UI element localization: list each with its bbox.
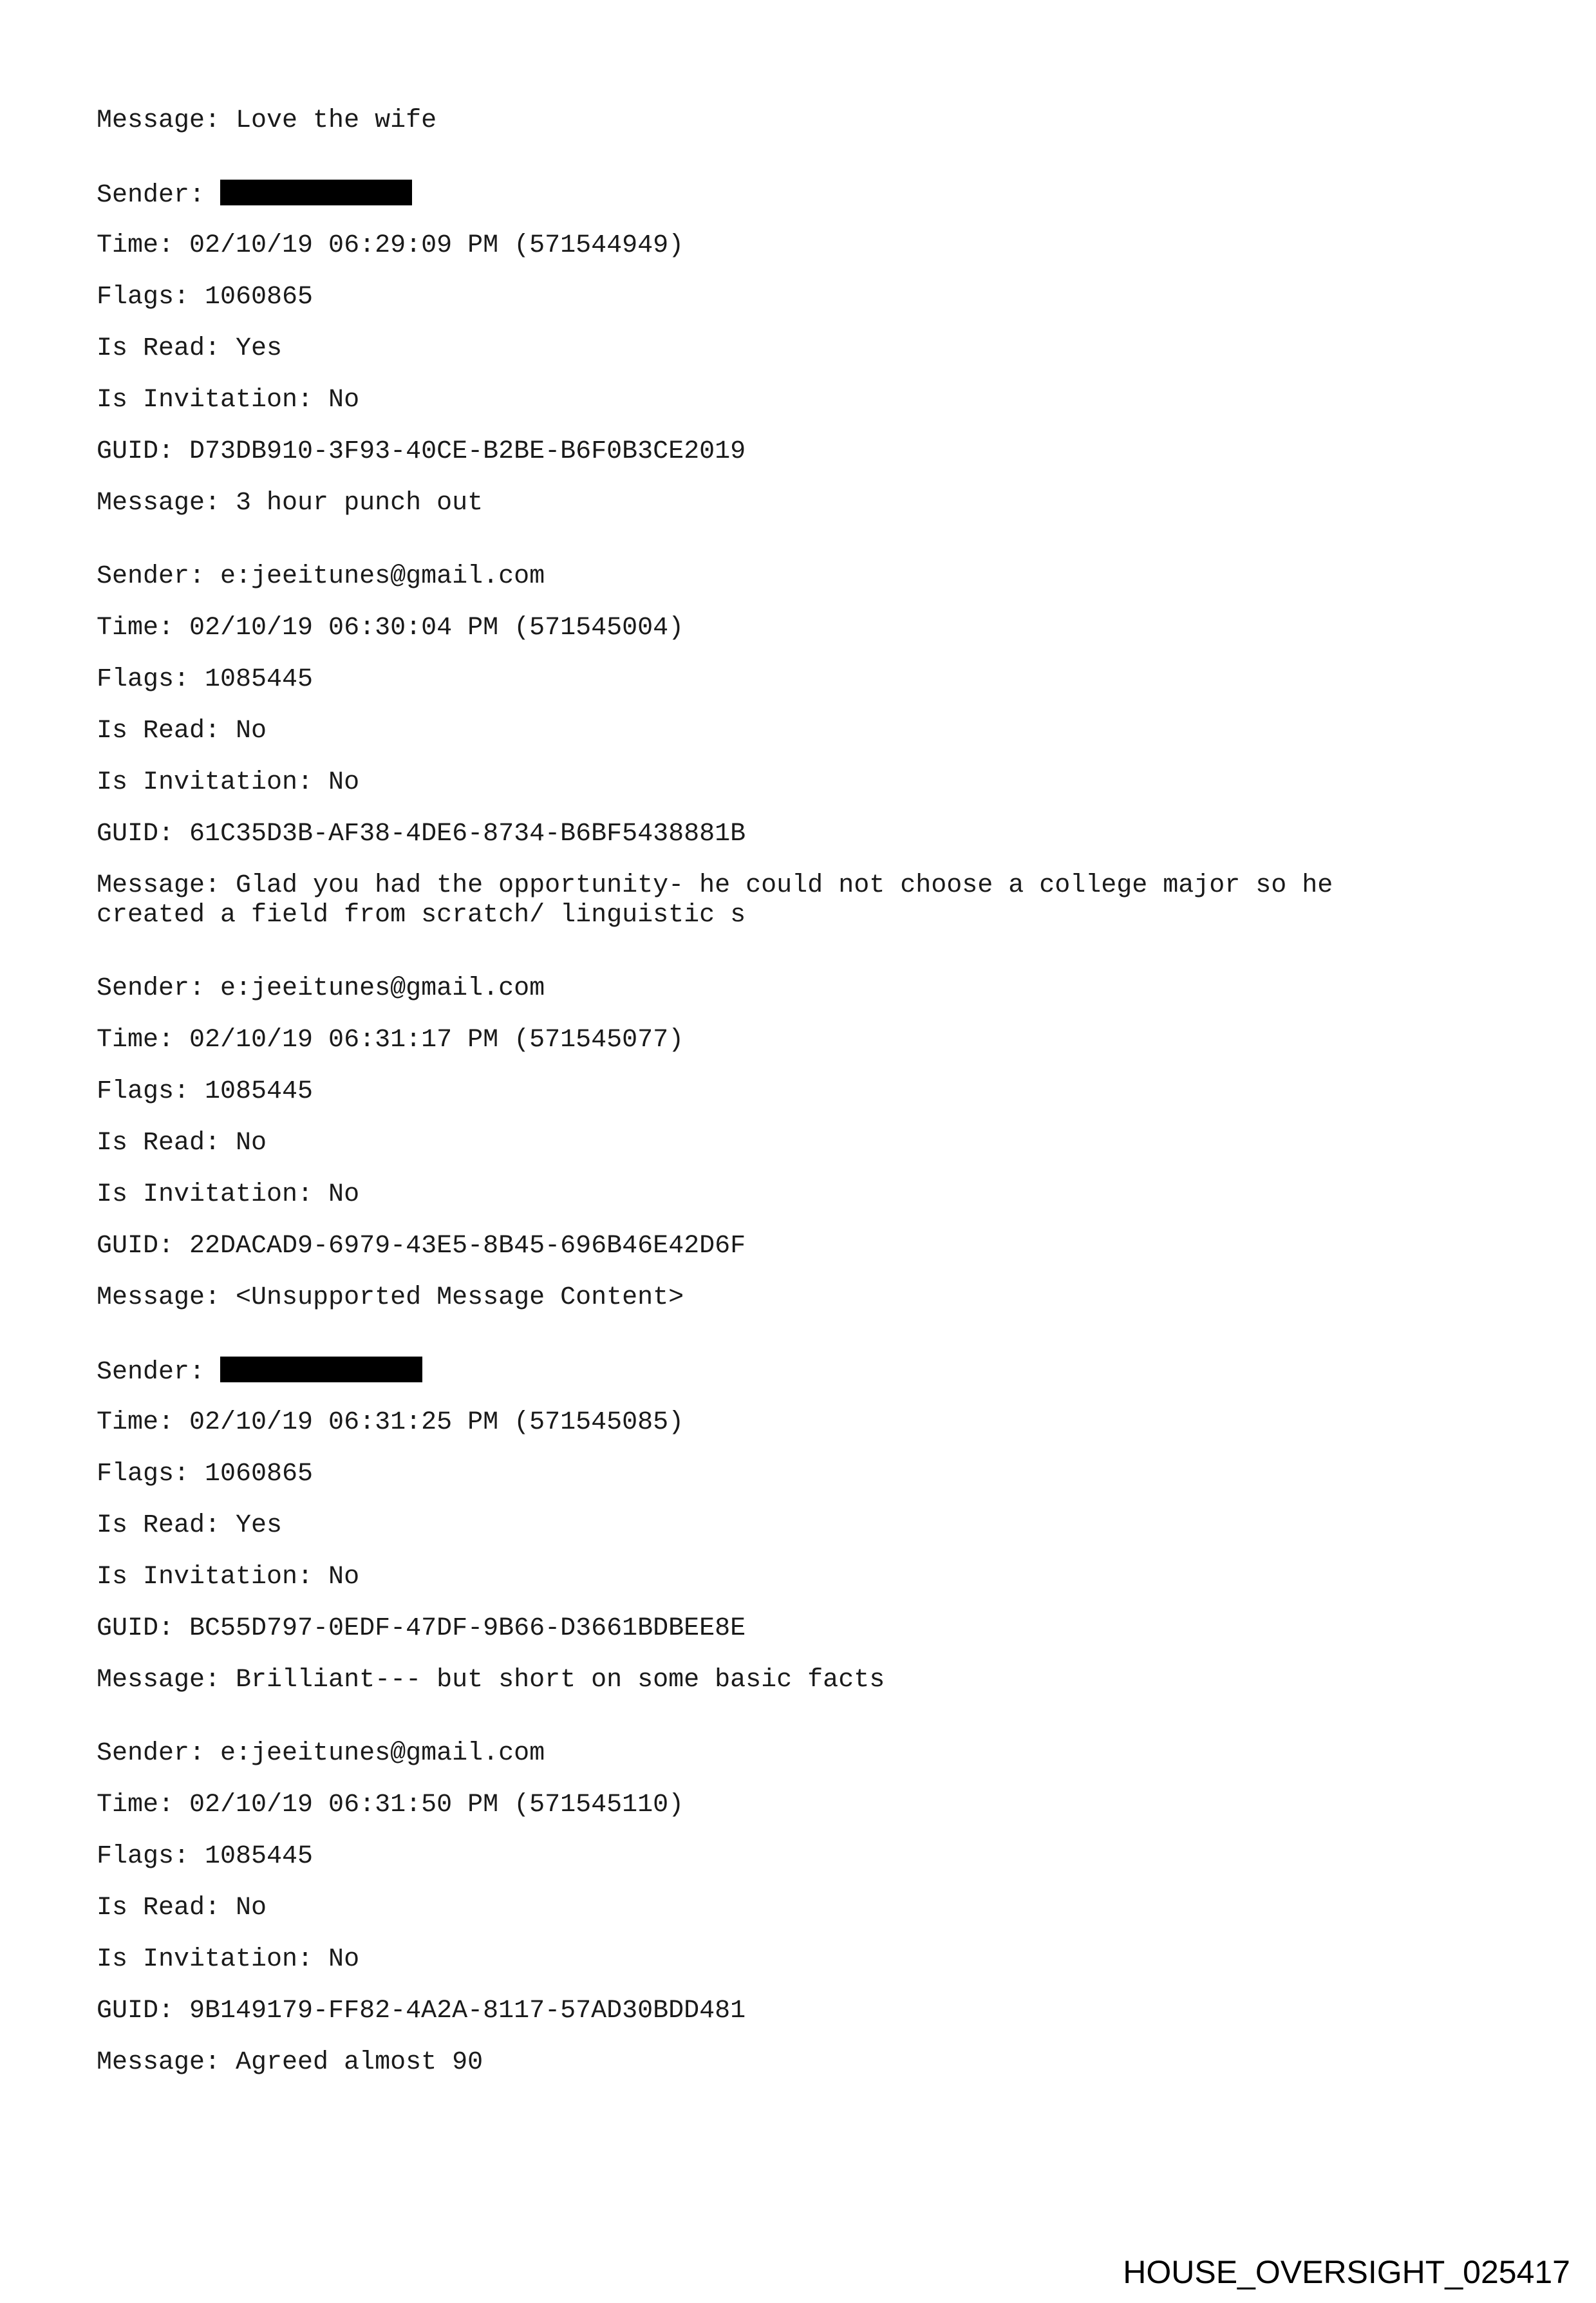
sender-line bbox=[97, 180, 412, 211]
flags-line: Flags: 1085445 bbox=[97, 1842, 314, 1871]
guid-line: GUID: BC55D797-0EDF-47DF-9B66-D3661BDBEE8E bbox=[97, 1614, 746, 1643]
redaction-bar bbox=[220, 1357, 422, 1382]
is-read-line: Is Read: Yes bbox=[97, 334, 283, 363]
flags-line: Flags: 1060865 bbox=[97, 1460, 314, 1489]
guid-line: GUID: 22DACAD9-6979-43E5-8B45-696B46E42D6F bbox=[97, 1232, 746, 1261]
sender-line bbox=[97, 1357, 422, 1387]
is-read-line: Is Read: No bbox=[97, 1129, 267, 1158]
flags-line: Flags: 1060865 bbox=[97, 283, 314, 312]
guid-line: GUID: 9B149179-FF82-4A2A-8117-57AD30BDD481 bbox=[97, 1997, 746, 2026]
is-read-line: Is Read: No bbox=[97, 1894, 267, 1922]
flags-line: Flags: 1085445 bbox=[97, 665, 314, 694]
redaction-bar bbox=[220, 180, 412, 205]
message-text-continuation: created a field from scratch/ linguistic s bbox=[97, 901, 746, 930]
time-line: Time: 02/10/19 06:30:04 PM (571545004) bbox=[97, 614, 684, 643]
sender-label: Sender: bbox=[97, 181, 221, 210]
is-invitation-line: Is Invitation: No bbox=[97, 386, 360, 415]
message-text: Message: 3 hour punch out bbox=[97, 489, 483, 518]
time-line: Time: 02/10/19 06:31:25 PM (571545085) bbox=[97, 1408, 684, 1437]
is-read-line: Is Read: No bbox=[97, 717, 267, 746]
message-text: Message: <Unsupported Message Content> bbox=[97, 1283, 684, 1312]
sender-line: Sender: e:jeeitunes@gmail.com bbox=[97, 1739, 545, 1768]
message-text: Message: Agreed almost 90 bbox=[97, 2048, 483, 2077]
guid-line: GUID: D73DB910-3F93-40CE-B2BE-B6F0B3CE2019 bbox=[97, 437, 746, 466]
guid-line: GUID: 61C35D3B-AF38-4DE6-8734-B6BF5438881B bbox=[97, 820, 746, 849]
time-line: Time: 02/10/19 06:31:50 PM (571545110) bbox=[97, 1791, 684, 1819]
is-invitation-line: Is Invitation: No bbox=[97, 1563, 360, 1592]
time-line: Time: 02/10/19 06:31:17 PM (571545077) bbox=[97, 1026, 684, 1055]
sender-line: Sender: e:jeeitunes@gmail.com bbox=[97, 974, 545, 1003]
flags-line: Flags: 1085445 bbox=[97, 1077, 314, 1106]
is-invitation-line: Is Invitation: No bbox=[97, 768, 360, 797]
message-text: Message: Glad you had the opportunity- he could not choose a college major so he bbox=[97, 871, 1333, 900]
sender-label: Sender: bbox=[97, 1358, 221, 1387]
is-invitation-line: Is Invitation: No bbox=[97, 1180, 360, 1209]
is-read-line: Is Read: Yes bbox=[97, 1511, 283, 1540]
sender-line: Sender: e:jeeitunes@gmail.com bbox=[97, 562, 545, 591]
is-invitation-line: Is Invitation: No bbox=[97, 1945, 360, 1974]
bates-number: HOUSE_OVERSIGHT_025417 bbox=[1123, 2254, 1570, 2290]
time-line: Time: 02/10/19 06:29:09 PM (571544949) bbox=[97, 231, 684, 260]
message-text: Message: Love the wife bbox=[97, 106, 437, 135]
message-text: Message: Brilliant--- but short on some basic facts bbox=[97, 1666, 885, 1695]
